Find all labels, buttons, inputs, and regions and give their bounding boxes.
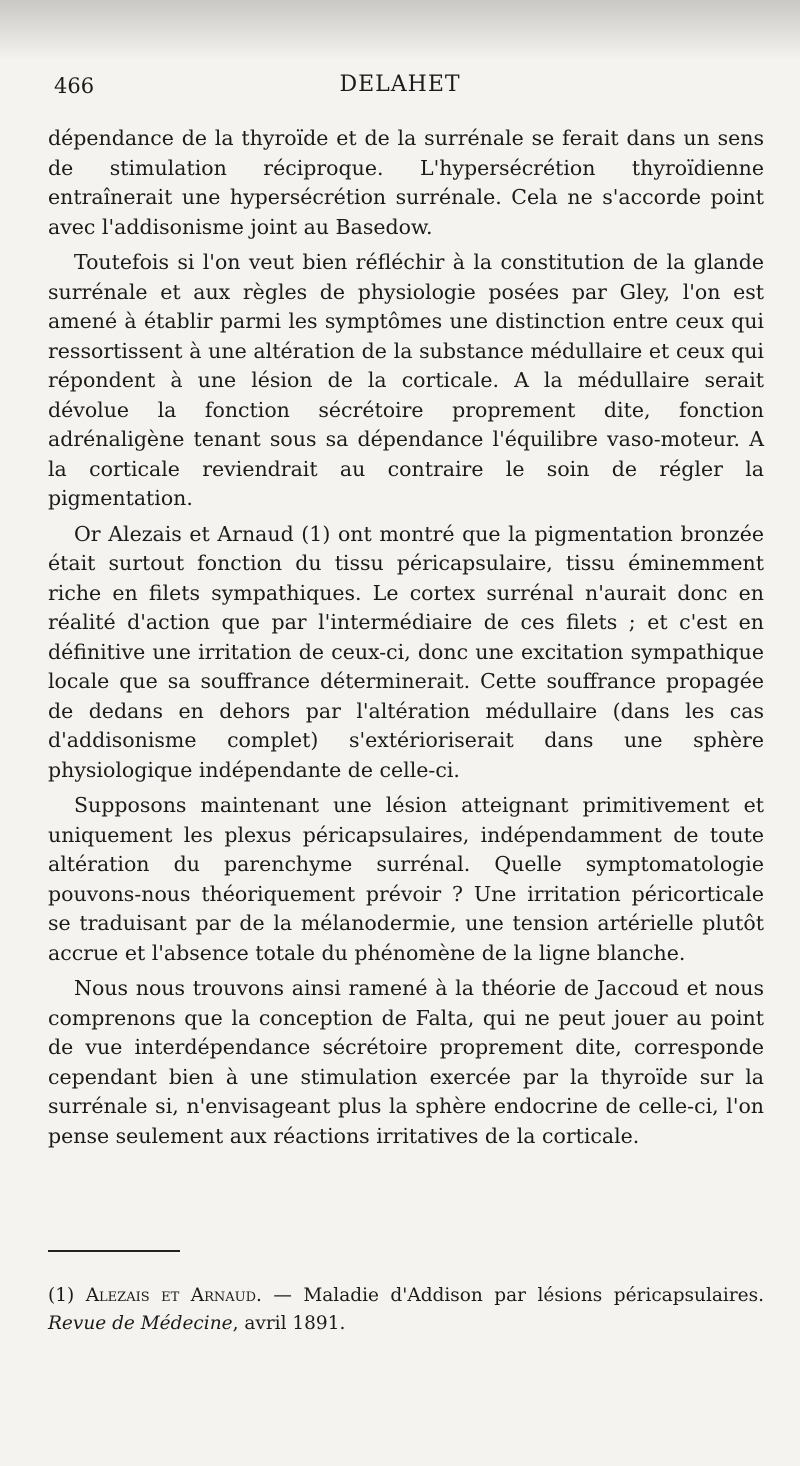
page-header bbox=[48, 70, 752, 104]
paragraph-5: Nous nous trouvons ainsi ramené à la théorie de Jaccoud et nous comprenons que la conception de Falta, qui ne peut jouer au point de vue interdépendance sécrétoire proprement dite, corresponde cependant bien à une stimulation exercée par la thyroïde sur la surrénale si, n'envisageant plus la sphère endocrine de celle-ci, l'on pense seulement aux réactions irritatives de la corticale. bbox=[48, 976, 764, 1148]
paragraph-1: dépendance de la thyroïde et de la surrénale se ferait dans un sens de stimulation réciproque. L'hypersécrétion thyroïdienne entraînerait une hypersécrétion surrénale. Cela ne s'accorde point avec l'addisonisme joint au Basedow. bbox=[48, 126, 764, 239]
footnote-separator bbox=[48, 1250, 180, 1252]
footnote bbox=[48, 1282, 764, 1338]
footnote-marker: (1) bbox=[48, 1285, 75, 1306]
body-text bbox=[48, 124, 764, 1157]
scan-edge-shadow bbox=[0, 0, 800, 60]
running-head: DELAHET bbox=[339, 72, 461, 97]
footnote-journal: Revue de Médecine bbox=[48, 1313, 233, 1334]
footnote-text: — Maladie d'Addison par lésions péricapsulaires. bbox=[261, 1285, 764, 1306]
paragraph-2: Toutefois si l'on veut bien réfléchir à la constitution de la glande surrénale et aux règles de physiologie posées par Gley, l'on est amené à établir parmi les symptômes une distinction entre ceux qui ressortissent à une altération de la substance médullaire et ceux qui répondent à une lésion de la corticale. A la médullaire serait dévolue la fonction sécrétoire proprement dite, fonction adrénaligène tenant sous sa dépendance l'équilibre vaso-moteur. A la corticale reviendrait au contraire le soin de régler la pigmentation. bbox=[48, 250, 764, 510]
page-number: 466 bbox=[54, 74, 95, 98]
paragraph-3: Or Alezais et Arnaud (1) ont montré que la pigmentation bronzée était surtout fonction du tissu péricapsulaire, tissu éminemment riche en filets sympathiques. Le cortex surrénal n'aurait donc en réalité d'action que par l'intermédiaire de ces filets ; et c'est en définitive une irritation de ceux-ci, donc une excitation sympathique locale que sa souffrance déterminerait. Cette souffrance propagée de dedans en dehors par l'altération médullaire (dans les cas d'addisonisme complet) s'extérioriserait dans une sphère physiologique indépendante de celle-ci. bbox=[48, 521, 764, 782]
footnote-date: , avril 1891. bbox=[232, 1313, 346, 1334]
footnote-authors: Alezais et Arnaud. bbox=[85, 1285, 262, 1306]
paragraph-4: Supposons maintenant une lésion atteignant primitivement et uniquement les plexus péricapsulaires, indépendamment de toute altération du parenchyme surrénal. Quelle symptomatologie pouvons-nous théoriquement prévoir ? Une irritation péricorticale se traduisant par de la mélanodermie, une tension artérielle plutôt accrue et l'absence totale du phénomène de la ligne blanche. bbox=[48, 793, 764, 965]
